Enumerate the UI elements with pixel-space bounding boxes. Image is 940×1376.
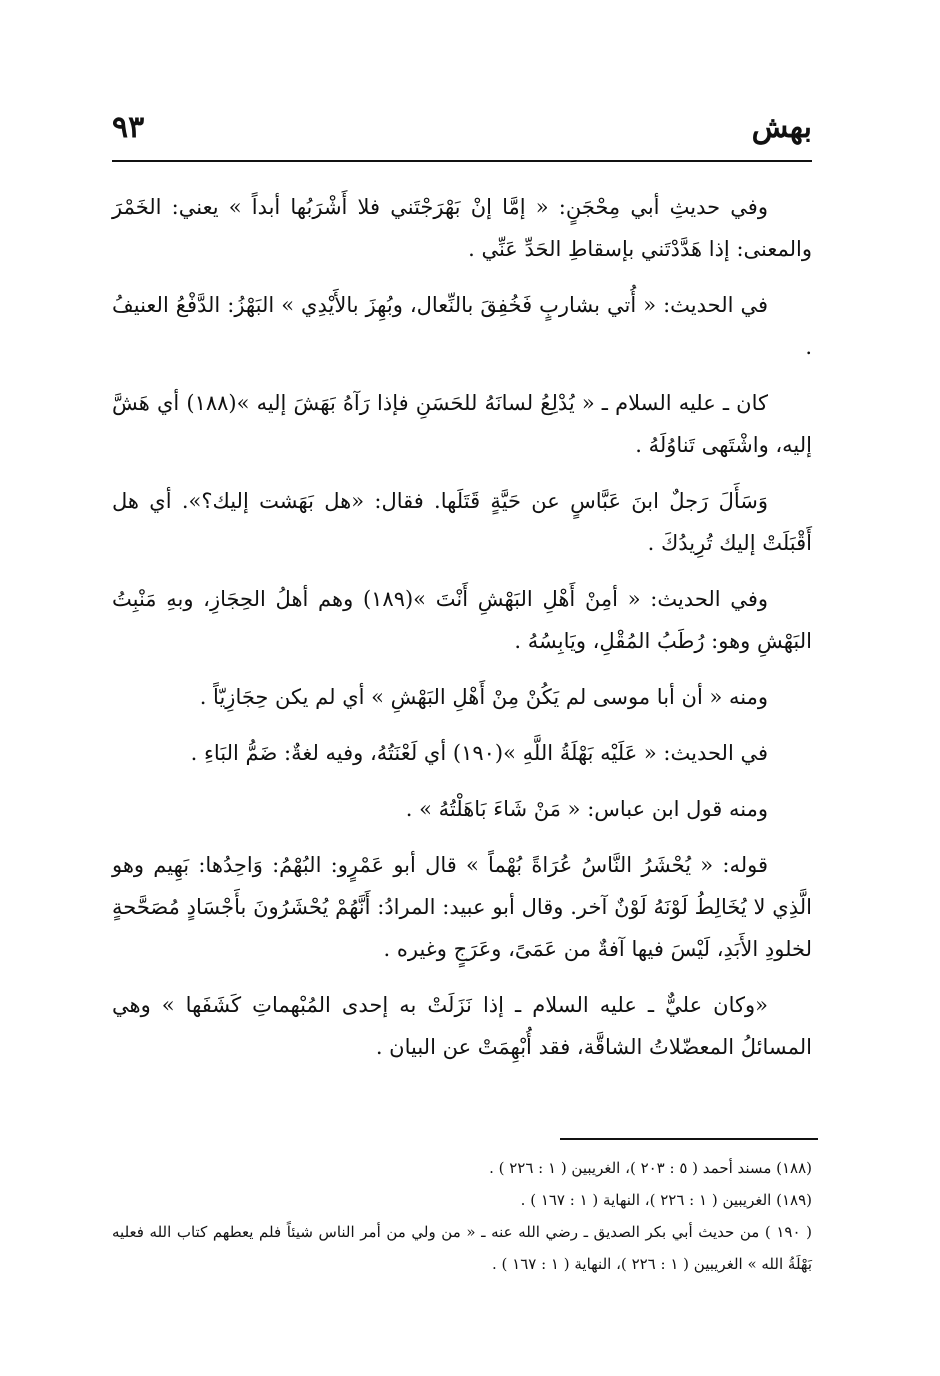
paragraph: وَسَأَلَ رَجلٌ ابنَ عَبَّاسٍ عن حَيَّةٍ قَتَلَها. فقال: «هل بَهَشت إليك؟». أي هل أَقْبَلَتْ إليك تُرِيدُكَ . bbox=[112, 489, 812, 555]
paragraph: «وكان عليٌّ ـ عليه السلام ـ إذا نَزَلَتْ به إحدى المُبْهماتِ كَشَفَها » وهي المسائلُ المعضّلاتُ الشاقَّة، فقد أُبْهِمَتْ عن البيان . bbox=[112, 993, 812, 1059]
running-head: بهش bbox=[751, 110, 812, 145]
paragraph: ومنه « أن أبا موسى لم يَكُنْ مِنْ أَهْلِ البَهْشِ » أي لم يكن حِجَازِيّاً . bbox=[199, 685, 768, 709]
paragraph: وفي الحديث: « أمِنْ أَهْلِ البَهْشِ أَنْتَ »(١٨٩) وهم أهلُ الحِجَازِ، وبهِ مَنْبِتُ البَهْشِ وهو: رُطَبُ المُقْلِ، ويَابِسُهُ . bbox=[112, 587, 812, 653]
paragraph: في الحديث: « أُتي بشاربٍ فَخُفِقَ بالنِّعال، وبُهِزَ بالأَيْدِي » البَهْزُ: الدَّفْعُ العنيفُ . bbox=[112, 293, 812, 359]
footnote: (١٨٩) الغريبين ( ١ : ٢٢٦ )، النهاية ( ١ : ١٦٧ ) . bbox=[520, 1191, 812, 1209]
paragraph: قوله: « يُحْشَرُ النَّاسُ عُرَاةً بُهْماً » قال أبو عَمْرٍو: البُهْمُ: وَاحِدُها: بَهِيم وهو الَّذِي لا يُخَالِطُ لَوْنَهُ لَوْنٌ آخر. وقال أبو عبيد: المرادُ: أَنَّهُمْ يُحْشَرُونَ بأَجْسَادٍ مُصَحَّحةٍ لخلودِ الأَبَدِ، لَيْسَ فيها آفةٌ من عَمَىً، وعَرَجٍ وغيره . bbox=[112, 853, 812, 961]
footnotes bbox=[112, 1152, 812, 1280]
paragraph: ومنه قول ابن عباس: « مَنْ شَاءَ بَاهَلْتُهُ » . bbox=[405, 797, 768, 821]
footnote: ( ١٩٠ ) من حديث أبي بكر الصديق ـ رضي الله عنه ـ « من ولي من أمر الناس شيئاً فلم يعطهم كتاب الله فعليه بَهْلَةُ الله » الغريبين ( ١ : ٢٢٦ )، النهاية ( ١ : ١٦٧ ) . bbox=[112, 1223, 812, 1273]
paragraph: وفي حديثِ أبي مِحْجَنٍ: « إمَّا إنْ بَهْرَجْتَني فلا أَشْرَبُها أبداً » يعني: الخَمْرَ والمعنى: إذا هَدَّدْتَني بإسقاطِ الحَدِّ عَنِّي . bbox=[112, 195, 812, 261]
page-number: ٩٣ bbox=[112, 110, 145, 145]
footnote-rule bbox=[560, 1138, 818, 1140]
paragraph: في الحديث: « عَلَيْه بَهْلَةُ اللَّهِ »(١٩٠) أي لَعْنَتُهُ، وفيه لغةٌ: ضَمُّ البَاءِ . bbox=[190, 741, 768, 765]
footnote: (١٨٨) مسند أحمد ( ٥ : ٢٠٣ )، الغريبين ( ١ : ٢٢٦ ) . bbox=[489, 1159, 812, 1177]
page-header bbox=[112, 100, 812, 156]
header-rule bbox=[112, 160, 812, 162]
paragraph: كان ـ عليه السلام ـ « يُدْلِعُ لسانَهُ للحَسَنِ فإذا رَآهُ بَهَشَ إليه »(١٨٨) أي هَشَّ إليه، واشْتَهى تَناوُلَهُ . bbox=[112, 391, 812, 457]
main-text bbox=[112, 186, 812, 1082]
